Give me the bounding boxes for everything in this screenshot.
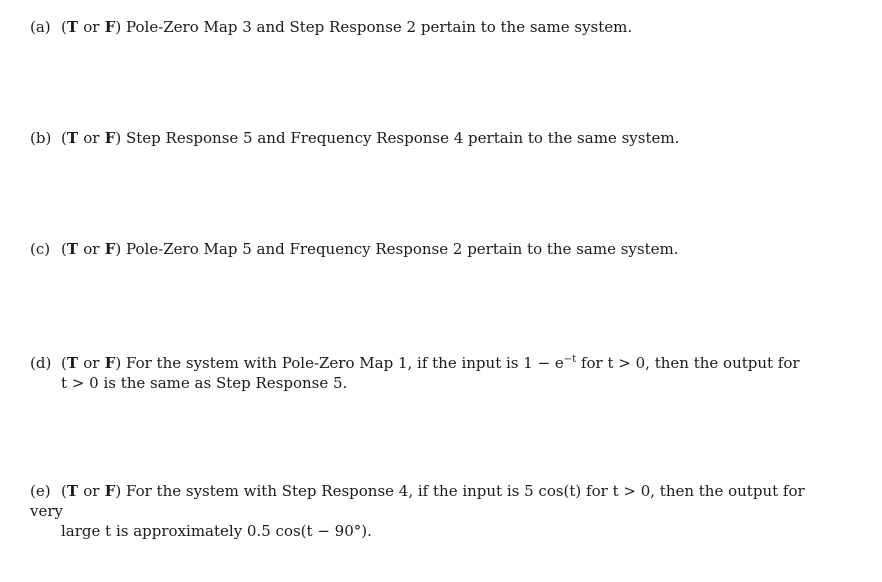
true-false-marker: (T or F) — [61, 18, 122, 36]
true-false-marker: (T or F) — [61, 354, 122, 372]
question-label: (a) — [30, 18, 51, 36]
question-b — [30, 128, 830, 148]
true-false-marker: (T or F) — [61, 240, 122, 258]
true-false-marker: (T or F) — [61, 482, 122, 500]
question-text: For the system with Pole-Zero Map 1, if the input is 1 − e — [126, 354, 564, 372]
question-label: (b) — [30, 129, 52, 147]
question-text: Pole-Zero Map 3 and Step Response 2 pertain to the same system. — [126, 18, 633, 36]
question-text-line2: t > 0 is the same as Step Response 5. — [61, 374, 348, 392]
question-e — [30, 481, 830, 541]
question-a — [30, 17, 830, 37]
question-label: (d) — [30, 354, 52, 372]
question-text-line2: large t is approximately 0.5 cos(t − 90°). — [61, 522, 372, 540]
question-label: (e) — [30, 482, 51, 500]
question-d — [30, 350, 830, 393]
question-text: Pole-Zero Map 5 and Frequency Response 2 pertain to the same system. — [126, 240, 679, 258]
question-label: (c) — [30, 240, 51, 258]
exponent: −t — [563, 354, 577, 365]
question-text-continued: for t > 0, then the output for — [576, 354, 800, 372]
question-text: Step Response 5 and Frequency Response 4 pertain to the same system. — [126, 129, 680, 147]
true-false-marker: (T or F) — [61, 129, 122, 147]
question-text: For the system with Step Response 4, if the input is 5 cos(t) for t > 0, then the output for very — [30, 482, 805, 520]
question-c — [30, 239, 830, 259]
